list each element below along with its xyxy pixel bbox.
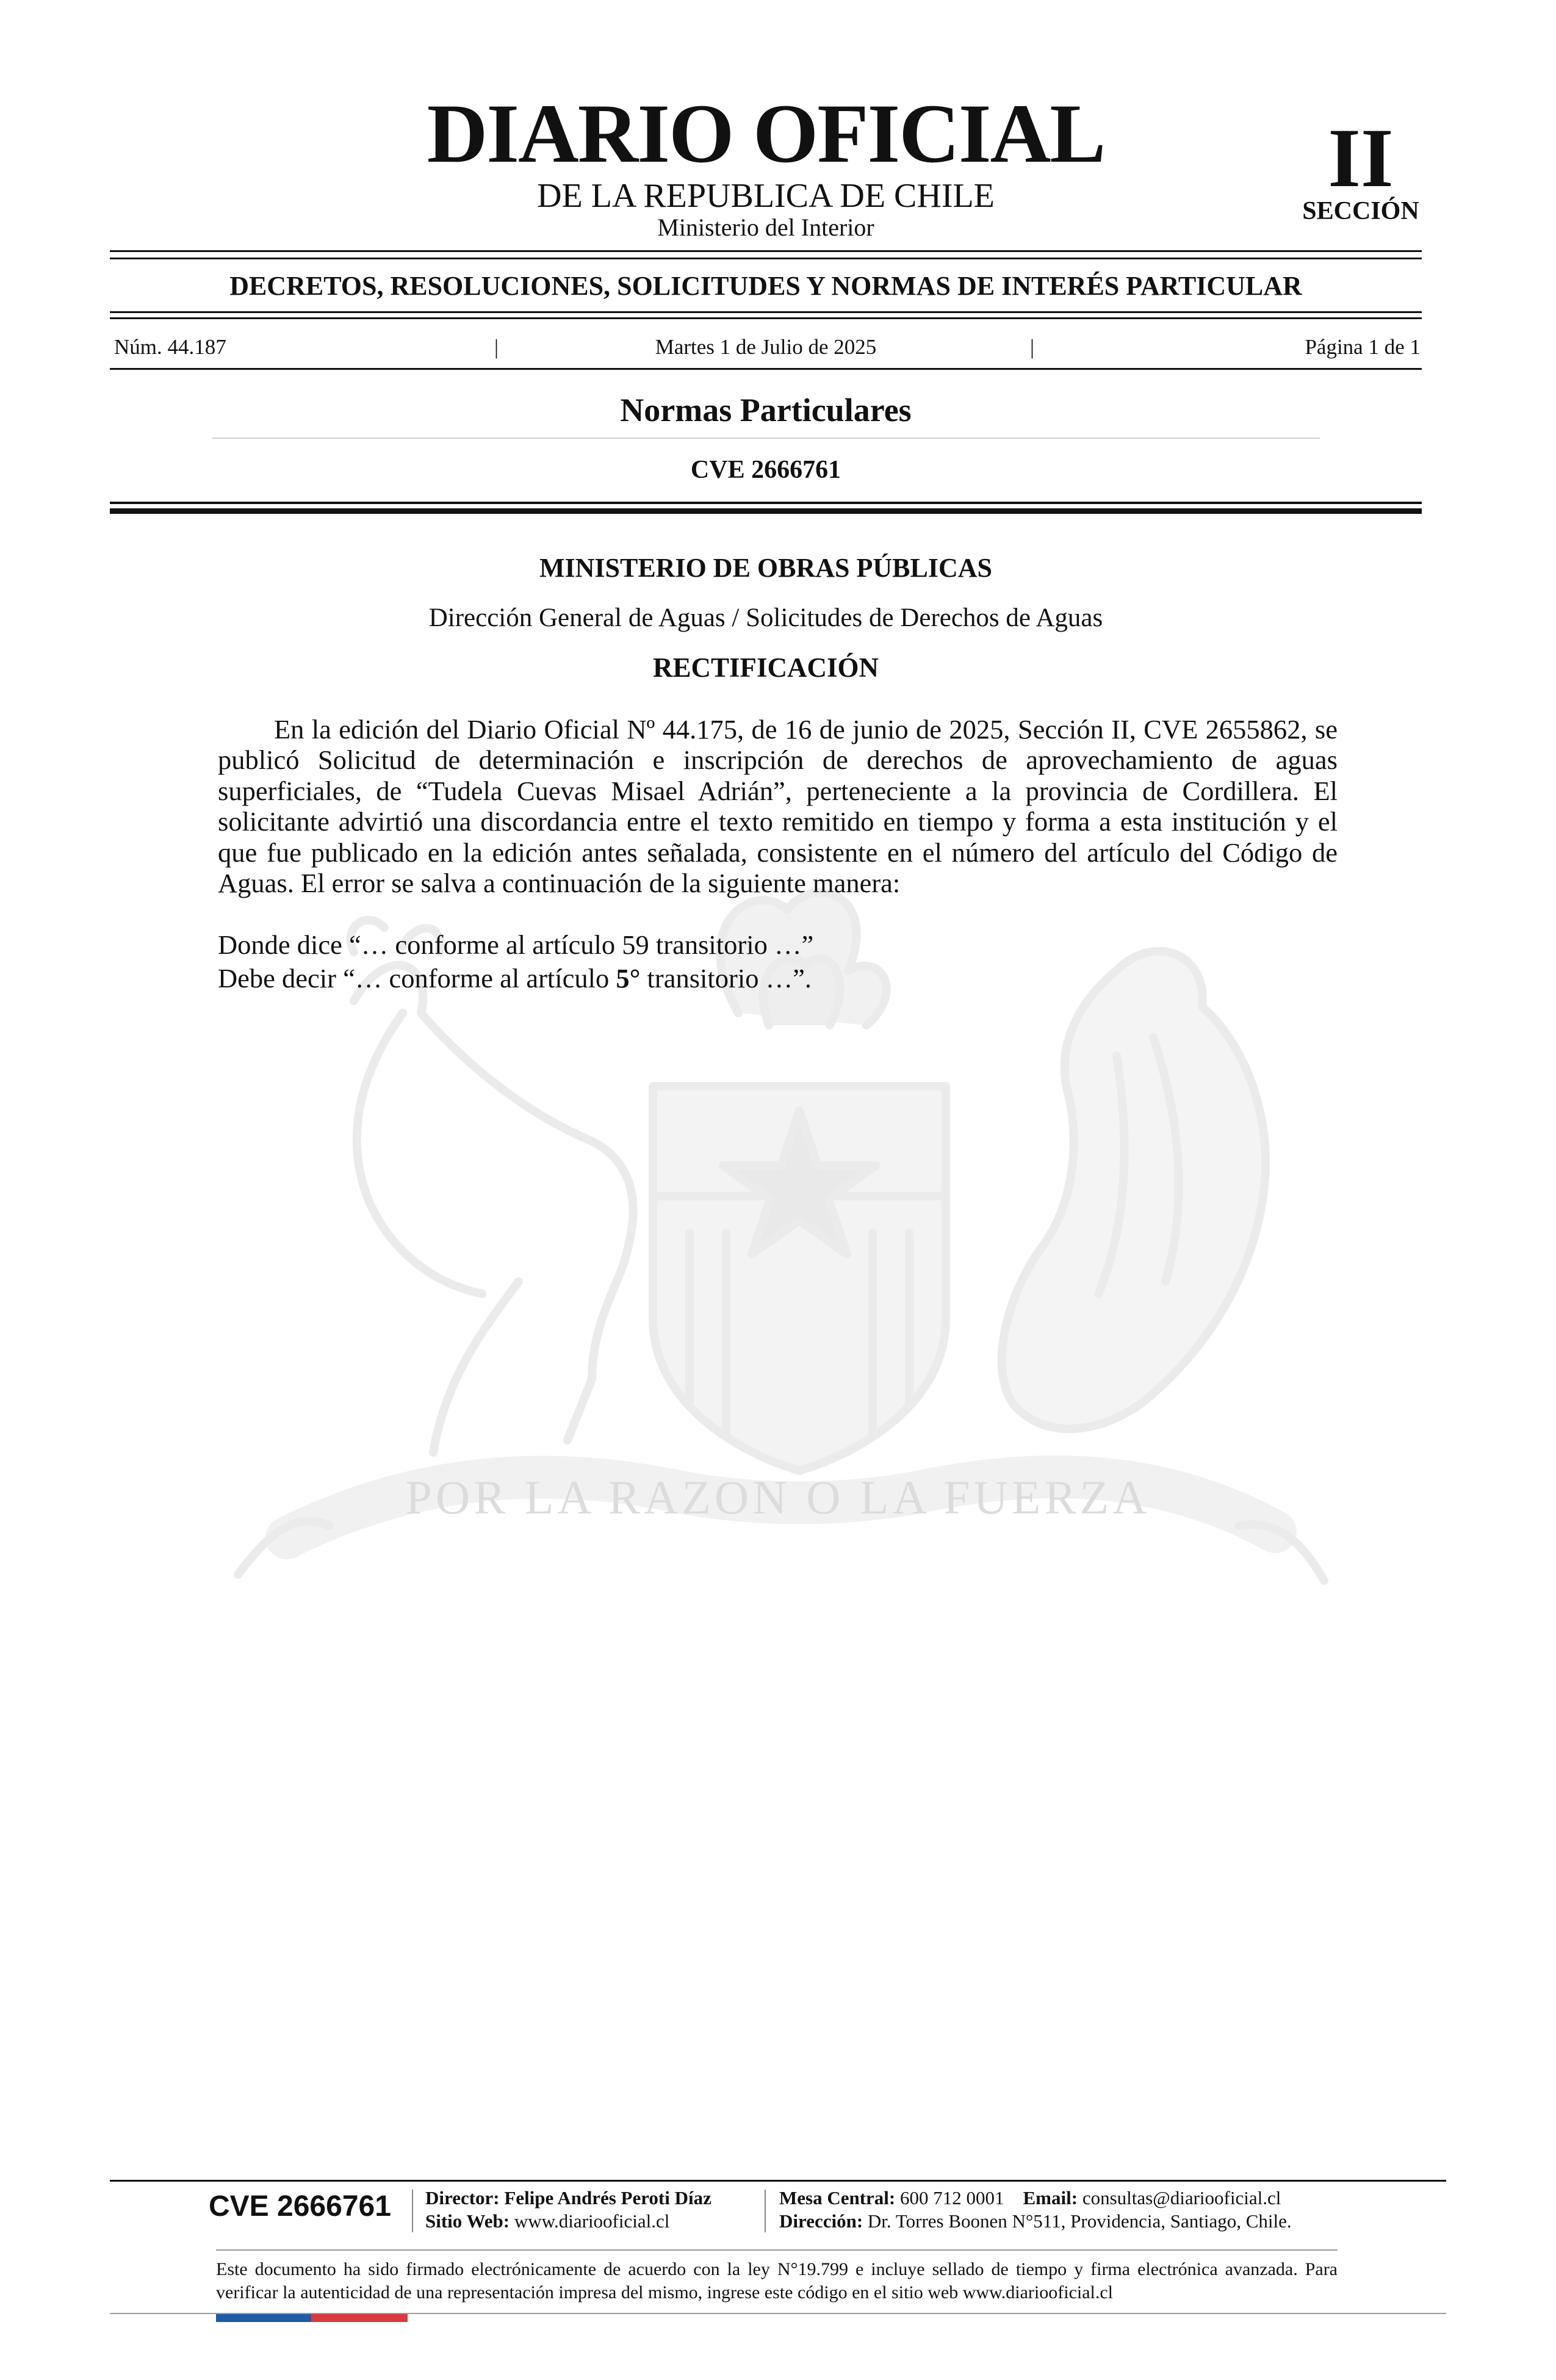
address-label: Dirección: [779,2210,863,2232]
rule-footer-top [110,2180,1446,2182]
document-title: RECTIFICACIÓN [652,652,879,683]
section-number: II [1328,111,1394,204]
rule-top-1 [110,250,1422,252]
email-link[interactable]: consultas@diariooficial.cl [1082,2187,1281,2209]
flag-stripe-blue [216,2314,311,2322]
director-value: Felipe Andrés Peroti Díaz [504,2187,711,2209]
section-heading: DECRETOS, RESOLUCIONES, SOLICITUDES Y NORMAS DE INTERÉS PARTICULAR [229,271,1302,301]
body-paragraph: En la edición del Diario Oficial Nº 44.175, de 16 de junio de 2025, Sección II, CVE 2655862, se publicó Solicitud de determinación e inscripción de derechos de aprovechamiento de aguas superficiales, de “Tudela Cuevas Misael Adrián”, perteneciente a la provincia de Cordillera. El solicitante advirtió una discordancia entre el texto remitido en tiempo y forma a esta institución y el que fue publicado en la edición antes señalada, consistente en el número del artículo del Código de Aguas. El error se salva a continuación de la siguiente manera: [218,714,1338,899]
footer-divider [412,2190,413,2232]
footer-legal-note: Este documento ha sido firmado electrónicamente de acuerdo con la ley N°19.799 e incluye sellado de tiempo y firma electrónica avanzada. Para verificar la autenticidad de una representación impresa del mismo, ingrese este código en el sitio web www.diariooficial.cl [216,2259,1338,2302]
issue-date: Martes 1 de Julio de 2025 [655,335,877,359]
web-link[interactable]: www.diariooficial.cl [514,2210,670,2232]
mesa-label: Mesa Central: [779,2187,896,2209]
page-indicator: Página 1 de 1 [1305,335,1421,359]
correction-suffix: transitorio …”. [640,963,812,993]
info-separator: | [494,335,499,359]
ministry-name: MINISTERIO DE OBRAS PÚBLICAS [539,553,993,583]
rule-norms-thin [212,438,1320,439]
footer-director-block [425,2187,711,2233]
rule-footer-mid [216,2249,1338,2251]
direction-name: Dirección General de Aguas / Solicitudes de Derechos de Aguas [428,604,1103,632]
flag-stripe-red [311,2314,408,2322]
footer-cve-code: CVE 2666761 [209,2190,391,2223]
footer-divider [765,2190,766,2232]
footer-contact-block [779,2187,1292,2233]
rule-top-2 [110,258,1422,259]
issue-number: Núm. 44.187 [114,335,226,359]
correction-where-it-says: Donde dice “… conforme al artículo 59 transitorio …” [218,929,814,960]
rule-heading-1 [110,311,1422,313]
correction-bold-article: 5° [616,963,641,993]
rule-cve-1 [110,502,1422,504]
correction-should-say [218,963,812,993]
masthead-title: DIARIO OFICIAL [427,87,1105,180]
svg-text:POR LA RAZON O LA FUERZA: POR LA RAZON O LA FUERZA [405,1471,1151,1524]
rule-cve-2 [110,508,1422,514]
rule-heading-2 [110,317,1422,319]
web-label: Sitio Web: [425,2210,510,2232]
cve-code: CVE 2666761 [690,456,841,484]
section-label: SECCIÓN [1302,197,1419,225]
director-label: Director: [425,2187,500,2209]
info-separator: | [1030,335,1035,359]
mesa-value: 600 712 0001 [900,2187,1004,2209]
email-label: Email: [1023,2187,1078,2209]
norms-title: Normas Particulares [620,392,912,428]
rule-info [110,368,1422,370]
masthead-subtitle: DE LA REPUBLICA DE CHILE [537,177,995,215]
masthead-ministry: Ministerio del Interior [657,214,874,241]
address-value: Dr. Torres Boonen N°511, Providencia, Santiago, Chile. [867,2210,1292,2232]
correction-prefix: Debe decir “… conforme al artículo [218,963,616,993]
